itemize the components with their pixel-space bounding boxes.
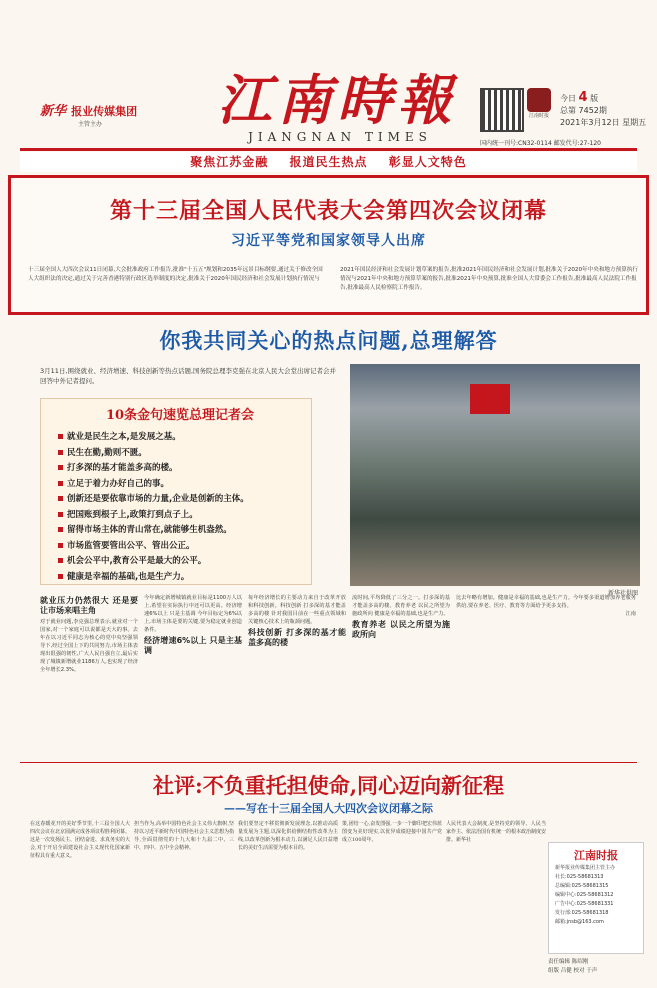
publication-info: 国内统一刊号:CN32-0114 邮发代号:27-120 xyxy=(480,140,601,147)
article-column-5 xyxy=(456,594,636,618)
column-1-heading: 就业压力仍然很大 还是要让市场来唱主角 xyxy=(40,596,138,615)
total-issue: 总第 7452期 xyxy=(560,106,607,115)
lead-body-right: 2021年国民经济和社会发展计划草案的报告,批准2021年国民经济和社会发展计划,批准关于2020年中央和地方预算执行情况与2021年中央和地方预算草案的报告,批准2021年中央预算,批准全国人大常委会工作报告,批准最高人民法院工作报告,批准最高人民检察院工作报告。 xyxy=(340,267,638,291)
section2-intro: 3月11日,围绕就业、经济增速、科技创新等热点话题,国务院总理李克强在北京人民大会堂出席记者会并回答中外记者提问。 xyxy=(40,367,337,385)
brand-logo xyxy=(40,100,140,140)
list-item: 打多深的基才能盖多高的楼。 xyxy=(58,461,308,477)
brand-mark: 新华 xyxy=(40,104,67,119)
footer-editor: 责任编辑 陈绍刚 xyxy=(548,959,589,965)
press-conference-photo xyxy=(350,364,640,597)
photo-caption: 新华社供图 xyxy=(607,590,638,597)
newspaper-title-en: JIANGNAN TIMES xyxy=(248,130,432,144)
article-column-2 xyxy=(144,594,242,658)
section2-headline[interactable]: 你我共同关心的热点问题,总理解答 xyxy=(159,328,498,353)
contact-line: 邮箱:jnsb@163.com xyxy=(555,919,604,925)
app-caption: 江南时报 xyxy=(528,113,549,119)
page-count: 4 xyxy=(578,90,588,105)
contact-box-title: 江南时报 xyxy=(574,849,618,862)
slogan-2: 报道民生热点 xyxy=(289,155,368,169)
list-item: 创新还是要依靠市场的力量,企业是创新的主体。 xyxy=(58,492,308,508)
lead-subheadline: 习近平等党和国家领导人出席 xyxy=(231,233,426,249)
column-4-heading: 教育养老 以民之所望为施政所向 xyxy=(352,620,450,639)
editorial-column-3: 我们要坚定不移贯彻新发展理念,以推动高质量发展为主题,以深化供给侧结构性改革为主线,以改革创新为根本动力,以满足人民日益增长的美好生活需要为根本目的。 xyxy=(238,821,338,851)
editorial-column-1: 在这春暖花开的美好季节里,十三届全国人大四次会议在北京圆满完成各项议程胜利闭幕。这是一次发扬民主、团结奋进、求真务实的大会,对于开启全面建设社会主义现代化国家新征程具有重大意义。 xyxy=(30,821,131,859)
contact-line: 社长:025-58681313 xyxy=(555,874,604,880)
column-5-text: 比去年略有增加。健康是幸福的基础,也是生产力。今年要多渠道增加养老服务供给,要在养老、医疗、教育等方面给予更多支持。 xyxy=(456,595,636,609)
article-column-4 xyxy=(352,594,450,642)
contact-line: 发行部:025-58681318 xyxy=(555,910,609,916)
contact-box xyxy=(548,842,644,954)
lead-body-left: 十三届全国人大四次会议11日闭幕,大会批准政府工作报告,批准"十五五"规划和2035年远景目标纲要,通过关于修改全国人大组织法的决定,通过关于完善香港特别行政区选举制度的决定,批准关于2020年国民经济和社会发展计划执行情况与 xyxy=(28,267,323,282)
list-item: 健康是幸福的基础,也是生产力。 xyxy=(58,570,308,586)
article-column-1 xyxy=(40,594,138,674)
editorial-subheadline: ——写在十三届全国人大四次会议闭幕之际 xyxy=(224,802,433,815)
list-item: 民生在勤,勤则不匮。 xyxy=(58,446,308,462)
qr-code-icon xyxy=(480,88,524,132)
quotes-list xyxy=(58,430,308,585)
column-1-text: 对于就业问题,李克强总理表示,就业对一个国家,对一个家庭可以说都是天大的事。去年在以习近平同志为核心的党中央坚强领导下,经过全国上下的共同努力,市场主体表现出很强的韧性,广大人民自强自立,最后实现了城镇新增就业1186万人,也实现了经济全年增长2.3%。 xyxy=(40,619,138,673)
column-2-text: 今年确定新增城镇就业目标是1100万人以上,希望在实际执行中还可以更高。经济增速6%以上 只是主基调 今年目标定为6%以上,市场主体是要的关键,要为稳定就业创造条件。 xyxy=(144,595,242,633)
page-unit: 版 xyxy=(590,94,599,103)
editorial-column-2: 担当作为,高举中国特色社会主义伟大旗帜,坚持以习近平新时代中国特色社会主义思想为指导,全面贯彻党的十九大和十九届二中、三中、四中、五中全会精神。 xyxy=(134,821,235,851)
editorial-divider xyxy=(20,762,637,763)
newspaper-title: 江南時報 xyxy=(217,68,458,132)
brand-sub: 主管主办 xyxy=(78,121,103,128)
column-3-heading: 科技创新 打多深的基才能盖多高的楼 xyxy=(248,628,346,647)
column-2-heading: 经济增速6%以上 只是主基调 xyxy=(144,636,242,655)
lead-headline[interactable]: 第十三届全国人民代表大会第四次会议闭幕 xyxy=(109,198,547,224)
list-item: 立足于着力办好自己的事。 xyxy=(58,477,308,493)
masthead-divider xyxy=(20,148,637,151)
list-item: 市场监管要管出公平、管出公正。 xyxy=(58,539,308,555)
issue-info xyxy=(560,92,650,129)
column-4-text: 流时间,平均降低了三分之一。打多深的基才能盖多高的楼。教育养老 以民之所望为施政所向 健康是幸福的基础,也是生产力。 xyxy=(352,595,450,617)
page-footer xyxy=(548,958,648,976)
slogan-bar xyxy=(20,152,637,172)
contact-line: 总编辑:025-58681315 xyxy=(555,883,609,889)
list-item: 机会公平中,教育公平是最大的公平。 xyxy=(58,554,308,570)
app-icon-block xyxy=(524,88,554,122)
list-item: 就业是民生之本,是发展之基。 xyxy=(58,430,308,446)
editorial-headline[interactable]: 社评:不负重托担使命,同心迈向新征程 xyxy=(152,773,505,798)
list-item: 留得市场主体的青山常在,就能够生机盎然。 xyxy=(58,523,308,539)
issue-date: 2021年3月12日 星期五 xyxy=(560,118,647,127)
slogan-3: 彰显人文特色 xyxy=(388,155,467,169)
app-icon xyxy=(527,88,551,112)
brand-name: 报业传媒集团 xyxy=(71,105,138,118)
contact-line: 新华报业传媒集团主管主办 xyxy=(555,865,616,871)
quotes-title: 10条金句速览总理记者会 xyxy=(105,408,255,423)
footer-proof: 组版 吕健 校对 于声 xyxy=(548,968,598,974)
editorial-column-4: 策,团结一心,奋发图强,一步一个脚印把宏伟蓝图变为美好现实,以优异成绩迎接中国共产党成立100周年。 xyxy=(342,821,442,843)
date-label: 今日 xyxy=(560,94,576,103)
list-item: 把国账到根子上,政策打到点子上。 xyxy=(58,508,308,524)
contact-line: 编辑中心:025-58681312 xyxy=(555,892,614,898)
contact-line: 广告中心:025-58681331 xyxy=(555,901,614,907)
flag-icon xyxy=(470,384,510,414)
column-5-signoff: 江南 xyxy=(625,611,636,617)
column-3-text: 每年经济增长的主要动力来自于改革开放和科技创新。科技创新 打多深的基才能盖多高的楼 针对我国目前在一些重点领域和关键核心技术上的瓶颈问题。 xyxy=(248,595,346,625)
slogan-1: 聚焦江苏金融 xyxy=(190,155,269,169)
editorial-column-5: 人民代表大会制度,是坚持党的领导、人民当家作主、依法治国有机统一的根本政治制度安排。新华社 xyxy=(446,821,547,843)
article-column-3 xyxy=(248,594,346,650)
